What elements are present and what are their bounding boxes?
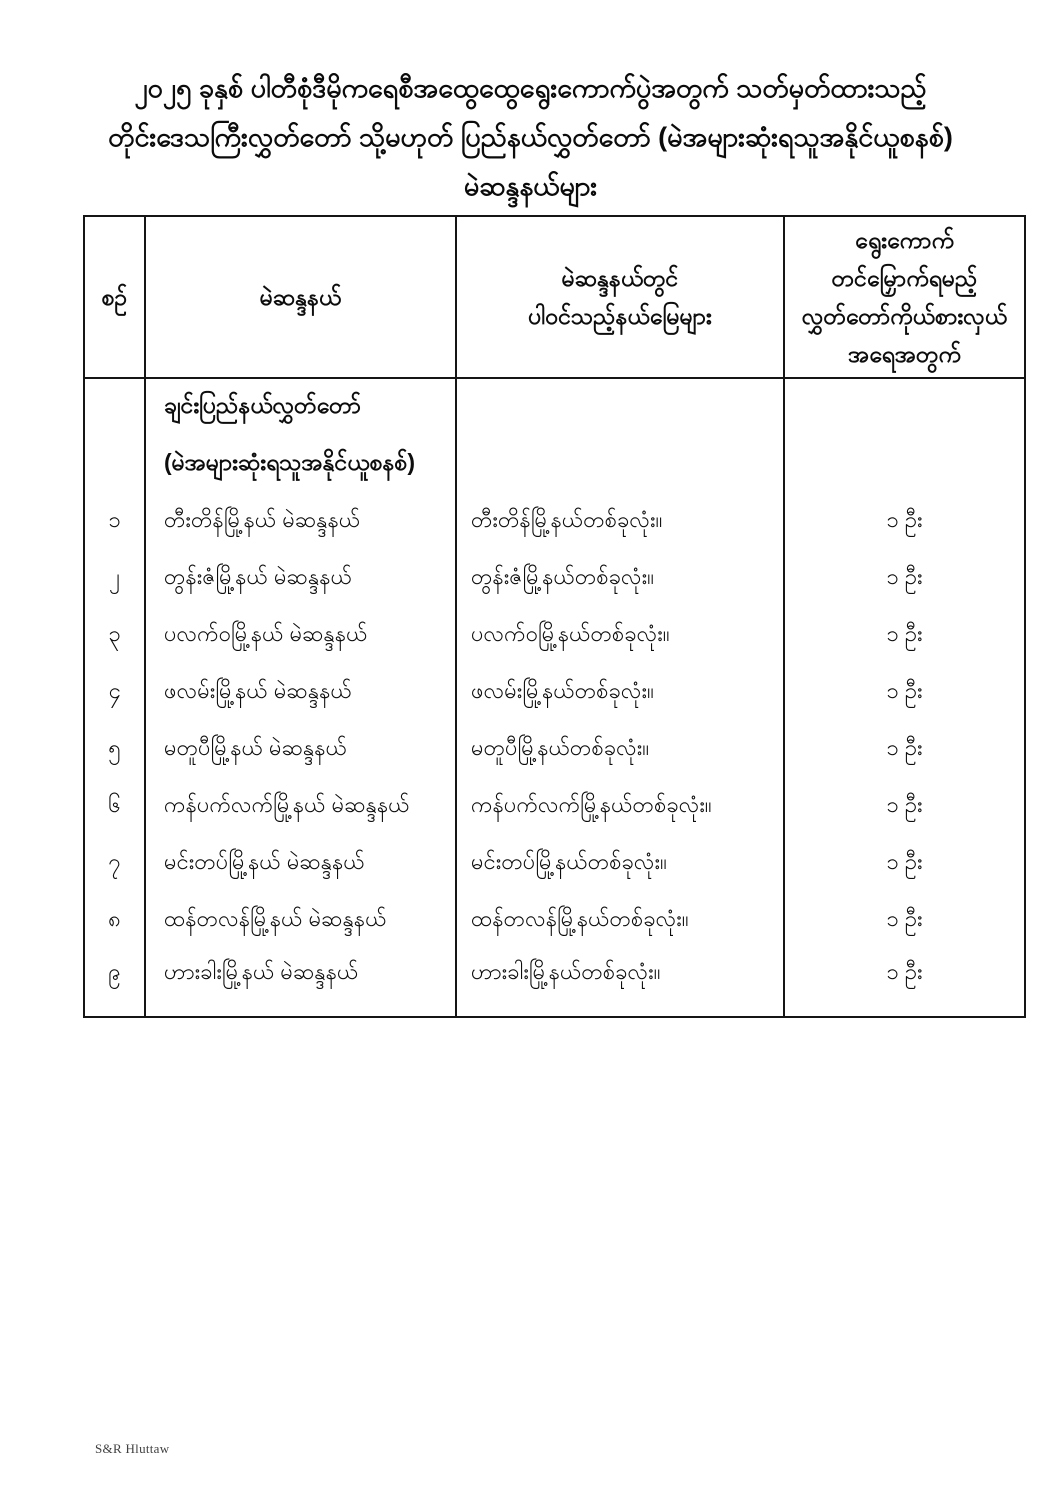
row-number: ၃ [85,607,146,664]
watermark-text: S&R Hluttaw [95,1441,170,1456]
table-row [85,664,1024,721]
header-reps-line4: အရေအတွက် [848,341,961,367]
row-reps-count: ၁ ဦး [886,849,923,874]
row-constituency: မင်းတပ်မြို့နယ် မဲဆန္ဒနယ် [146,835,457,892]
header-areas [457,217,785,377]
row-reps-count: ၁ ဦး [886,507,923,532]
table-row [85,949,1024,1016]
row-areas: တွန်းဇံမြို့နယ်တစ်ခုလုံး။ [457,550,785,607]
header-reps-line2: တင်မြှောက်ရမည့် [831,265,978,291]
row-number: ၁ [85,493,146,550]
row-reps-count: ၁ ဦး [886,621,923,646]
row-areas: မတူပီမြို့နယ်တစ်ခုလုံး။ [457,721,785,778]
section-title-line2: (မဲအများဆုံးရသူအနိုင်ယူစနစ်) [146,436,457,493]
constituency-table [83,215,1026,1018]
header-no [85,217,146,377]
row-number: ၉ [85,949,146,1016]
row-areas: တီးတိန်မြို့နယ်တစ်ခုလုံး။ [457,493,785,550]
section-title-line1: ချင်းပြည်နယ်လွှတ်တော် [146,379,457,436]
section-heading-row-2 [85,436,1024,493]
row-constituency: ကန်ပက်လက်မြို့နယ် မဲဆန္ဒနယ် [146,778,457,835]
row-constituency: ထန်တလန်မြို့နယ် မဲဆန္ဒနယ် [146,892,457,949]
row-reps-count: ၁ ဦး [886,906,923,931]
row-constituency: ဟားခါးမြို့နယ် မဲဆန္ဒနယ် [146,949,457,1016]
header-no-label: စဉ် [101,284,128,310]
row-constituency: တီးတိန်မြို့နယ် မဲဆန္ဒနယ် [146,493,457,550]
table-row [85,892,1024,949]
row-reps-count: ၁ ဦး [886,792,923,817]
row-reps-count: ၁ ဦး [886,678,923,703]
header-constituency-label: မဲဆန္ဒနယ် [259,284,342,310]
table-row [85,835,1024,892]
title-line-2: တိုင်းဒေသကြီးလွှတ်တော် သို့မဟုတ် ပြည်နယ်လွှတ်တော် (မဲအများဆုံးရသူအနိုင်ယူစနစ်) [108,122,953,152]
row-reps-count: ၁ ဦး [886,564,923,589]
table-row [85,721,1024,778]
table-row [85,607,1024,664]
row-number: ၅ [85,721,146,778]
row-number: ၄ [85,664,146,721]
row-areas: ထန်တလန်မြို့နယ်တစ်ခုလုံး။ [457,892,785,949]
table-row [85,550,1024,607]
title-line-1: ၂၀၂၅ ခုနှစ် ပါတီစုံဒီမိုကရေစီအထွေထွေရွေးကောက်ပွဲအတွက် သတ်မှတ်ထားသည့် [134,73,927,103]
title-line-3: မဲဆန္ဒနယ်များ [463,171,598,201]
row-constituency: တွန်းဇံမြို့နယ် မဲဆန္ဒနယ် [146,550,457,607]
row-number: ၇ [85,835,146,892]
document-title [40,64,1021,211]
row-constituency: ပလက်ဝမြို့နယ် မဲဆန္ဒနယ် [146,607,457,664]
row-areas: ပလက်ဝမြို့နယ်တစ်ခုလုံး။ [457,607,785,664]
row-reps-count: ၁ ဦး [886,959,923,984]
header-reps [785,217,1024,377]
section-heading-row-1 [85,379,1024,436]
row-reps-count: ၁ ဦး [886,735,923,760]
row-areas: ကန်ပက်လက်မြို့နယ်တစ်ခုလုံး။ [457,778,785,835]
row-number: ၂ [85,550,146,607]
row-areas: မင်းတပ်မြို့နယ်တစ်ခုလုံး။ [457,835,785,892]
row-areas: ဖလမ်းမြို့နယ်တစ်ခုလုံး။ [457,664,785,721]
header-areas-line1: မဲဆန္ဒနယ်တွင် [561,265,679,291]
row-number: ၆ [85,778,146,835]
header-reps-line3: လွှတ်တော်ကိုယ်စားလှယ် [801,303,1008,329]
row-areas: ဟားခါးမြို့နယ်တစ်ခုလုံး။ [457,949,785,1016]
header-reps-line1: ရွေးကောက် [855,227,954,253]
row-number: ၈ [85,892,146,949]
row-constituency: မတူပီမြို့နယ် မဲဆန္ဒနယ် [146,721,457,778]
row-constituency: ဖလမ်းမြို့နယ် မဲဆန္ဒနယ် [146,664,457,721]
table-row [85,493,1024,550]
table-header-row [85,217,1024,379]
header-areas-line2: ပါဝင်သည့်နယ်မြေများ [528,303,712,329]
header-constituency [146,217,457,377]
table-row [85,778,1024,835]
